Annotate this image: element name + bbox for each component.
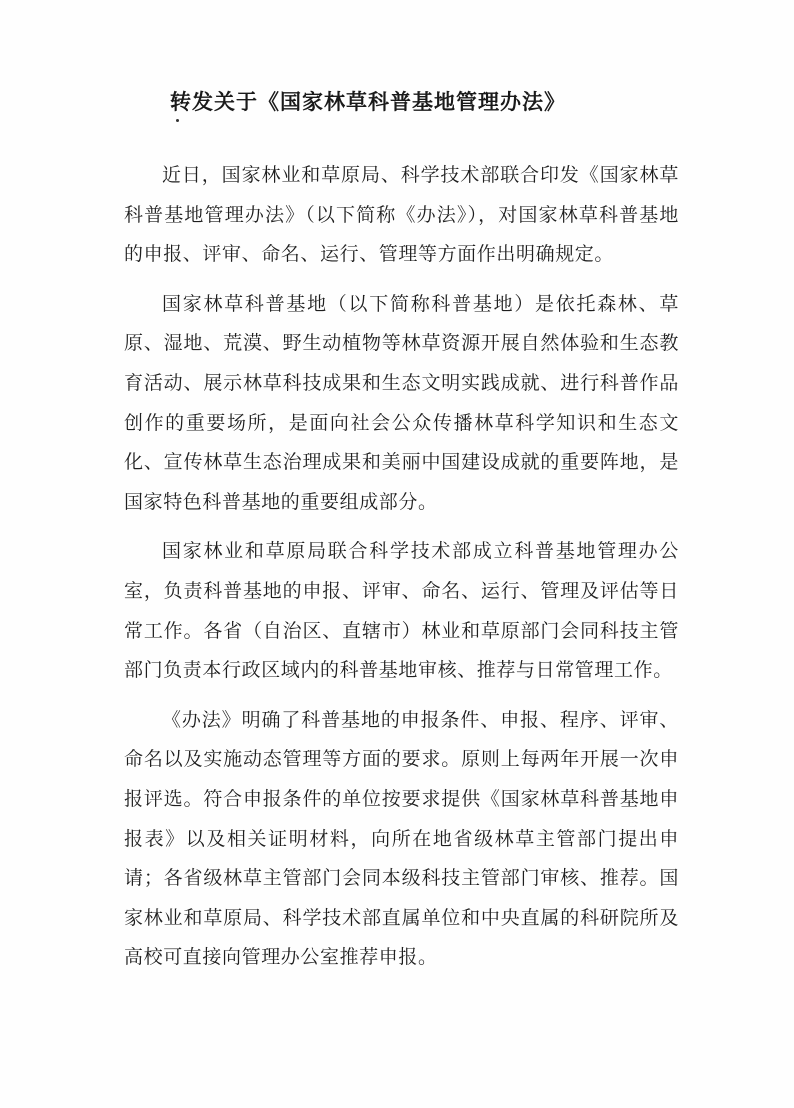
document-title: 转发关于《国家林草科普基地管理办法》 bbox=[170, 90, 566, 114]
scan-speck bbox=[176, 119, 179, 122]
paragraph-3: 国家林业和草原局联合科学技术部成立科普基地管理办公室，负责科普基地的申报、评审、命名、运行、管理及评估等日常工作。各省（自治区、直辖市）林业和草原部门会同科技主管部门负责本行政区域内的科普基地审核、推荐与日常管理工作。 bbox=[124, 540, 679, 682]
paragraph-2: 国家林草科普基地（以下简称科普基地）是依托森林、草原、湿地、荒漠、野生动植物等林草资源开展自然体验和生态教育活动、展示林草科技成果和生态文明实践成就、进行科普作品创作的重要场所，是面向社会公众传播林草科学知识和生态文化、宣传林草生态治理成果和美丽中国建设成就的重要阵地，是国家特色科普基地的重要组成部分。 bbox=[124, 292, 679, 513]
document-body bbox=[124, 156, 679, 988]
paragraph-1: 近日，国家林业和草原局、科学技术部联合印发《国家林草科普基地管理办法》（以下简称《办法》），对国家林草科普基地的申报、评审、命名、运行、管理等方面作出明确规定。 bbox=[124, 164, 679, 266]
paragraph-4: 《办法》明确了科普基地的申报条件、申报、程序、评审、命名以及实施动态管理等方面的要求。原则上每两年开展一次申报评选。符合申报条件的单位按要求提供《国家林草科普基地申报表》以及相关证明材料，向所在地省级林草主管部门提出申请；各省级林草主管部门会同本级科技主管部门审核、推荐。国家林业和草原局、科学技术部直属单位和中央直属的科研院所及高校可直接向管理办公室推荐申报。 bbox=[124, 708, 679, 969]
